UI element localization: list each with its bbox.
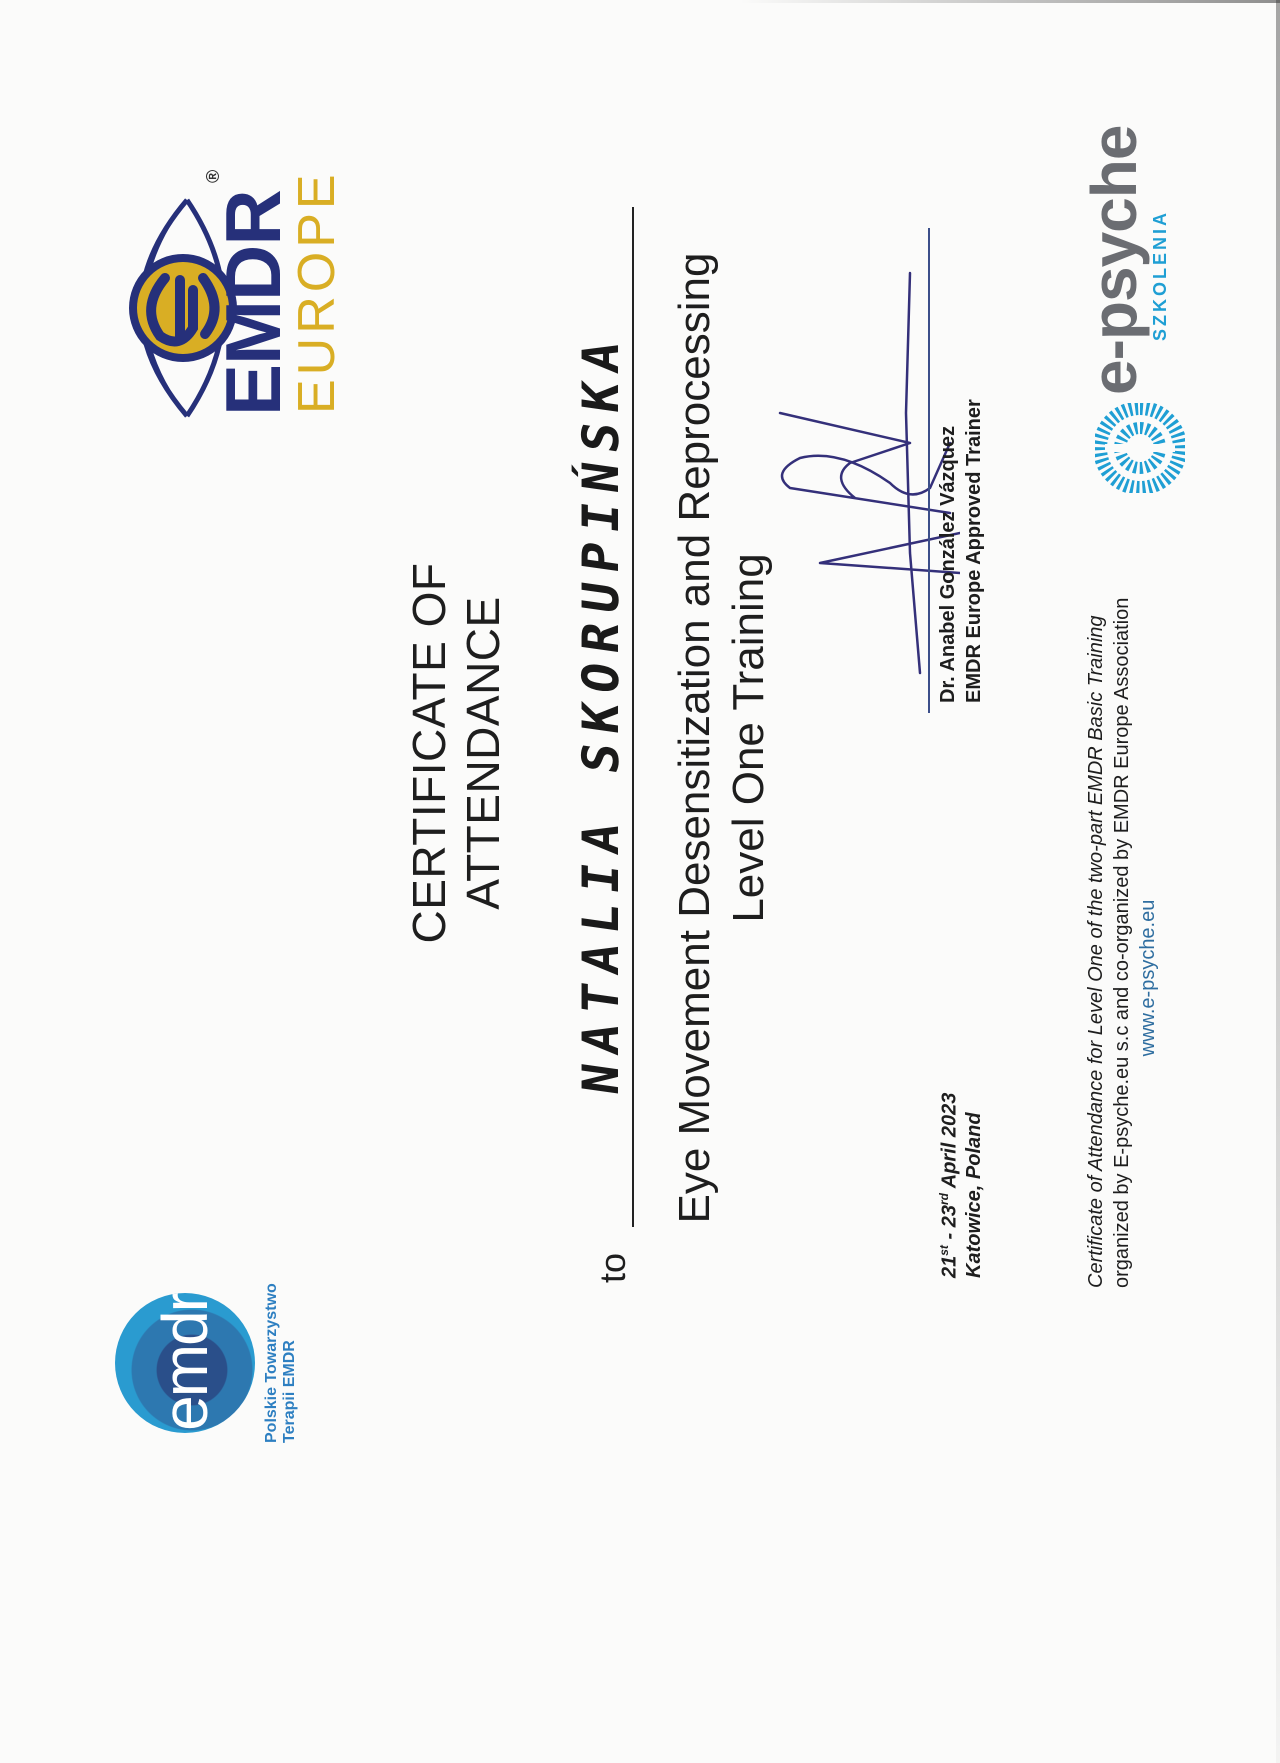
emdr-europe-logo <box>105 58 355 418</box>
circle-logo-icon <box>115 1293 255 1433</box>
recipient-prefix: to <box>592 1252 633 1283</box>
signature-line <box>928 228 930 713</box>
trainer-signature <box>760 193 960 693</box>
date-end-suffix: rd <box>937 1193 951 1206</box>
trainer-name: Dr. Anabel González Vázquez <box>937 425 959 703</box>
dotted-circle-icon <box>1095 403 1185 493</box>
europe-wordmark: EUROPE <box>288 170 346 414</box>
trainer-title: EMDR Europe Approved Trainer <box>963 399 985 703</box>
ptt-wordmark: emdr <box>149 1293 221 1431</box>
ptt-logo <box>105 1213 385 1473</box>
date-separator: - <box>938 1227 961 1246</box>
emdr-wordmark: EMDR <box>209 190 297 416</box>
ptt-caption <box>263 1203 299 1443</box>
course-level: Level One Training <box>724 553 773 923</box>
ptt-caption-line1: Polskie Towarzystwo <box>263 1283 280 1443</box>
date-start-suffix: st <box>937 1245 951 1256</box>
footer-url[interactable]: www.e-psyche.eu <box>1137 899 1159 1057</box>
date-month-year: April 2023 <box>938 1092 961 1194</box>
date-start-day: 21 <box>938 1255 961 1278</box>
course-name: Eye Movement Desensitization and Reprocessing <box>670 252 719 1224</box>
recipient-name: NATALIA SKORUPIŃSKA <box>572 327 630 1099</box>
date-end-day: 23 <box>938 1205 961 1228</box>
footer-line-1: Certificate of Attendance for Level One of the two-part EMDR Basic Training <box>1085 615 1107 1288</box>
registered-mark: ® <box>203 169 223 183</box>
certificate-title: CERTIFICATE OF ATTENDANCE <box>403 562 509 944</box>
epsyche-sub: SZKOLENIA <box>1150 209 1170 341</box>
ptt-caption-line2: Terapii EMDR <box>281 1340 298 1443</box>
epsyche-logo <box>1070 73 1190 493</box>
footer-line-2: organized by E-psyche.eu s.c and co-organized by EMDR Europe Association <box>1111 597 1133 1288</box>
recipient-line <box>632 207 634 1227</box>
event-dates <box>937 1093 962 1278</box>
event-location: Katowice, Poland <box>963 1112 985 1278</box>
epsyche-wordmark: e-psyche <box>1078 125 1150 395</box>
